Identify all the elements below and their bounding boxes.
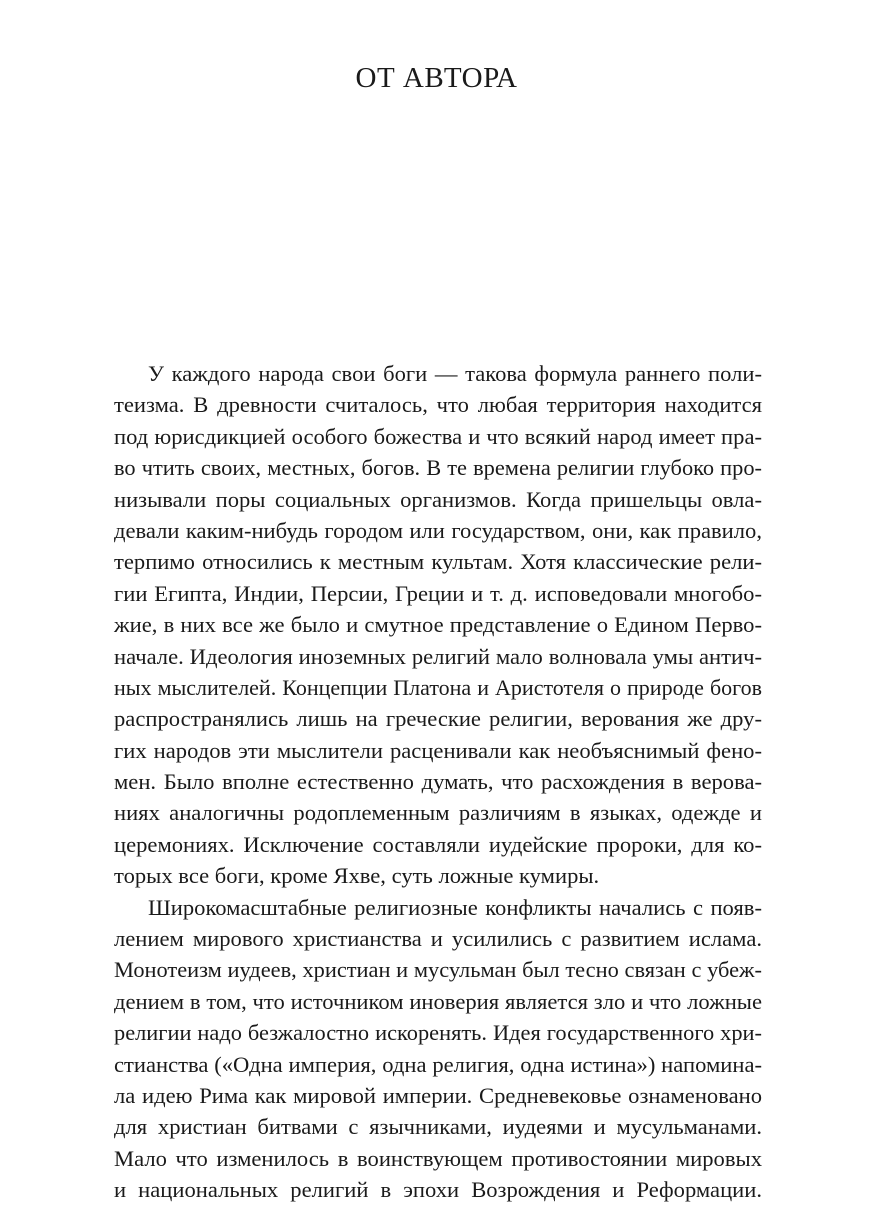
paragraph-line: религии надо безжалостно искоренять. Идея государственного хри-: [114, 1020, 762, 1046]
paragraph-line: распространялись лишь на греческие религии, верования же дру-: [114, 706, 762, 732]
page-title: ОТ АВТОРА: [355, 62, 518, 94]
paragraph-line: девали каким-нибудь городом или государством, они, как правило,: [114, 517, 762, 543]
paragraph-line: церемониях. Исключение составляли иудейские пророки, для ко-: [114, 831, 762, 857]
paragraph-line: во чтить своих, местных, богов. В те времена религии глубоко про-: [114, 455, 762, 481]
paragraph-line: гии Египта, Индии, Персии, Греции и т. д. исповедовали многобо-: [114, 580, 762, 606]
paragraph-line: стианства («Одна империя, одна религия, одна истина») напомина-: [114, 1051, 762, 1077]
paragraph-line: Широкомасштабные религиозные конфликты начались с появ-: [148, 894, 762, 920]
paragraph-line: под юрисдикцией особого божества и что всякий народ имеет пра-: [114, 423, 762, 449]
paragraph-line: торых все боги, кроме Яхве, суть ложные кумиры.: [114, 863, 600, 889]
paragraph-line: терпимо относились к местным культам. Хотя классические рели-: [114, 549, 762, 575]
paragraph-line: Мало что изменилось в воинствующем противостоянии мировых: [114, 1145, 762, 1171]
paragraph-line: Монотеизм иудеев, христиан и мусульман был тесно связан с убеж-: [114, 957, 762, 983]
paragraph-line: жие, в них все же было и смутное представление о Едином Перво-: [114, 612, 762, 638]
paragraph-line: гих народов эти мыслители расценивали как необъяснимый фено-: [114, 737, 762, 763]
paragraph-line: ла идею Рима как мировой империи. Средневековье ознаменовано: [114, 1082, 762, 1108]
paragraph-line: ниях аналогичны родоплеменным различиям в языках, одежде и: [114, 800, 762, 826]
paragraph-line: теизма. В древности считалось, что любая территория находится: [114, 392, 762, 418]
paragraph-line: У каждого народа свои боги — такова формула раннего поли-: [148, 361, 762, 386]
paragraph-line: для христиан битвами с язычниками, иудеями и мусульманами.: [114, 1114, 762, 1140]
paragraph-line: начале. Идеология иноземных религий мало волновала умы антич-: [114, 643, 762, 669]
paragraph-line: низывали поры социальных организмов. Когда пришельцы овла-: [114, 486, 762, 512]
paragraph-line: и национальных религий в эпохи Возрождения и Реформации.: [114, 1177, 762, 1203]
paragraph-line: мен. Было вполне естественно думать, что расхождения в верова-: [114, 769, 762, 795]
paragraph-line: лением мирового христианства и усилились с развитием ислама.: [114, 926, 762, 952]
paragraph-line: дением в том, что источником иноверия является зло и что ложные: [114, 988, 762, 1014]
body-text: [114, 358, 762, 1206]
paragraph-line: ных мыслителей. Концепции Платона и Аристотеля о природе богов: [114, 674, 762, 700]
